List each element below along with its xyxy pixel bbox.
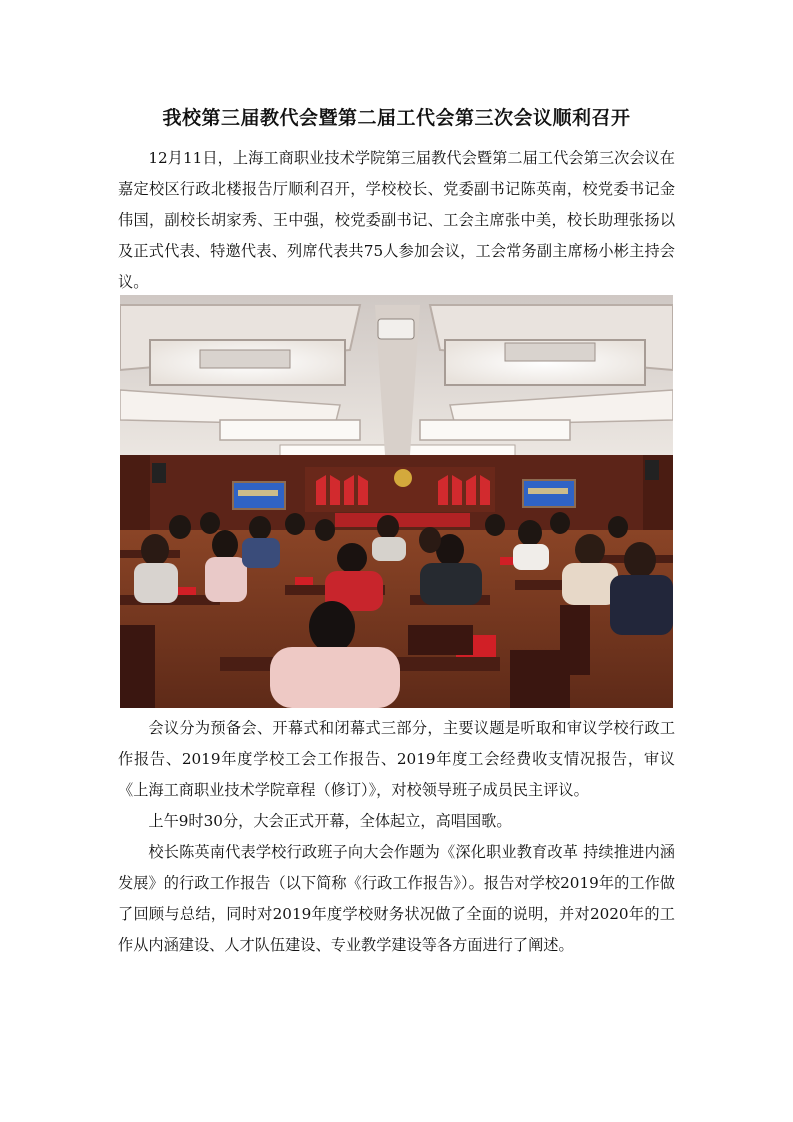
paragraph-opening: 上午9时30分，大会正式开幕，全体起立，高唱国歌。 [148, 812, 512, 830]
meeting-hall-illustration [120, 295, 673, 708]
paragraph-report: 校长陈英南代表学校行政班子向大会作题为《深化职业教育改革 持续推进内涵发展》的行政工作报告（以下简称《行政工作报告》）。报告对学校2019年的工作做了回顾与总结，同时对2019年度学校财务状况做了全面的说明，并对2020年的工作从内涵建设、人才队伍建设、专业教学建设等各方面进行了阐述。 [118, 843, 675, 954]
page-title: 我校第三届教代会暨第二届工代会第三次会议顺利召开 [162, 107, 631, 129]
paragraph-agenda: 会议分为预备会、开幕式和闭幕式三部分，主要议题是听取和审议学校行政工作报告、2019年度学校工会工作报告、2019年度工会经费收支情况报告，审议《上海工商职业技术学院章程（修订）》，对校领导班子成员民主评议。 [118, 719, 675, 799]
meeting-photo [120, 295, 673, 708]
paragraph-intro: 12月11日，上海工商职业技术学院第三届教代会暨第二届工代会第三次会议在嘉定校区行政北楼报告厅顺利召开，学校校长、党委副书记陈英南，校党委书记金伟国，副校长胡家秀、王中强，校党委副书记、工会主席张中美，校长助理张扬以及正式代表、特邀代表、列席代表共75人参加会议，工会常务副主席杨小彬主持会议。 [118, 149, 675, 291]
